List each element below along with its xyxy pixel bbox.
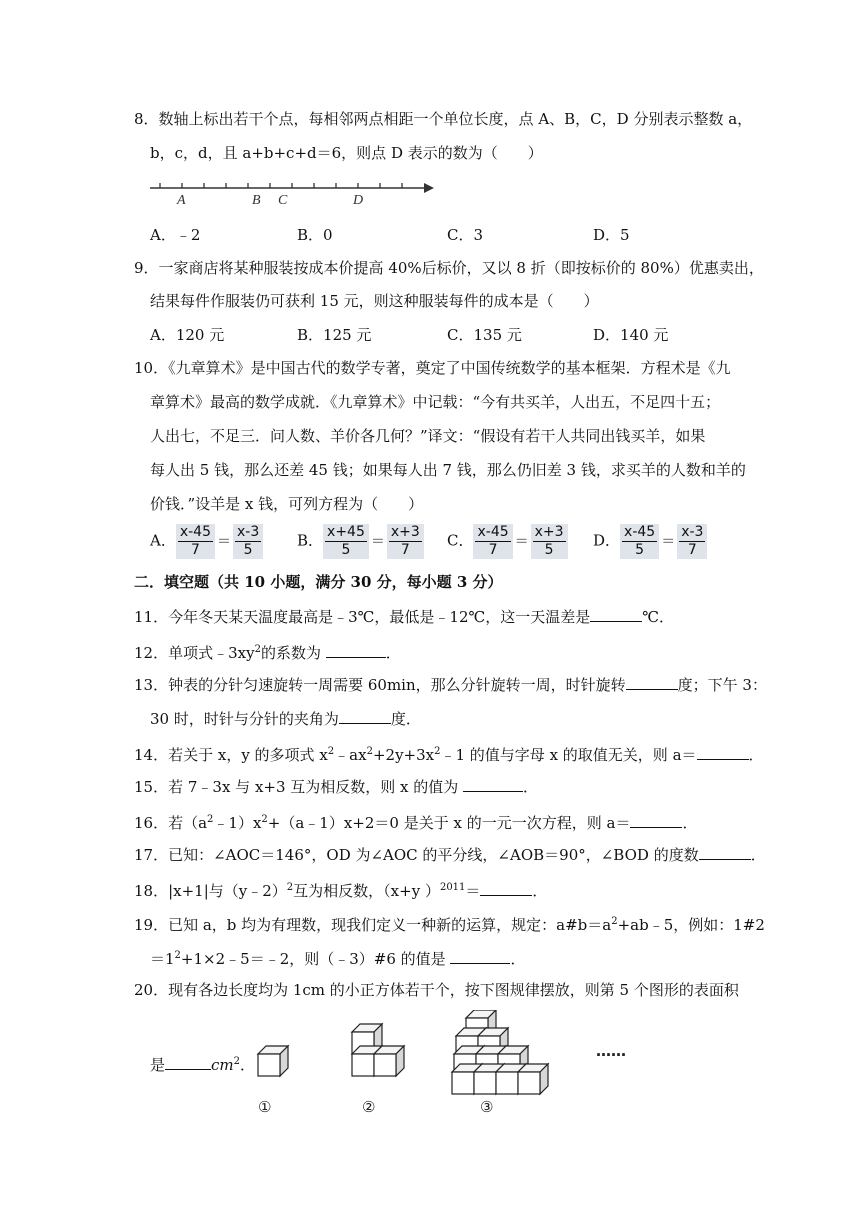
q19-line2 (150, 945, 525, 970)
q19-line1 (134, 911, 765, 936)
number-line-diagram (146, 174, 436, 210)
superscript: 2 (254, 644, 261, 655)
numerator: x+45 (327, 524, 365, 540)
q9-option-a: A．120 元 (150, 326, 225, 344)
q14-text-4: ﹣1 的值与字母 x 的取值无关，则 a＝ (440, 746, 697, 764)
figure-1-cubes (258, 1046, 288, 1076)
q18-text: 18．|x+1|与（y﹣2） (134, 882, 287, 900)
answer-blank[interactable] (450, 947, 510, 964)
superscript: 2 (207, 814, 214, 825)
fraction (323, 524, 369, 559)
q13-text-3: 30 时，时针与分针的夹角为 (150, 710, 339, 728)
equals-sign: ＝ (217, 533, 231, 550)
q18-text-2: 互为相反数，（x+y ） (293, 882, 440, 900)
cube-stack-diagram (250, 1010, 630, 1120)
figure-3-cubes (452, 1010, 548, 1094)
point-label-d: D (353, 193, 364, 208)
q16-end: ． (682, 814, 698, 832)
q16-text: 16．若（a (134, 814, 208, 832)
q9-option-c: C．135 元 (447, 326, 522, 344)
q10-line3: 人出七，不足三．问人数、羊价各几何？”译文：“假设有若干人共同出钱买羊，如果 (150, 427, 706, 445)
figure-label-2: ② (362, 1098, 376, 1116)
q8-option-d: D．5 (593, 226, 630, 244)
q15 (134, 775, 538, 798)
q17-text: 17．已知：∠AOC＝146°，OD 为∠AOC 的平分线，∠AOB＝90°，∠BOD 的度数 (134, 846, 699, 864)
q13-line2 (150, 707, 421, 730)
q19-text: 19．已知 a，b 均为有理数，现我们定义一种新的运算，规定：a#b＝a (134, 916, 612, 934)
fraction (233, 524, 263, 559)
q8-option-c: C．3 (447, 226, 484, 244)
figure-2-cubes (352, 1024, 404, 1076)
q13-line1 (134, 673, 767, 696)
answer-blank[interactable] (626, 673, 678, 690)
q20-line2 (150, 1051, 255, 1076)
superscript: 2 (611, 916, 618, 927)
q19-text-4: +1×2﹣5＝﹣2，则（﹣3）#6 的值是 (180, 950, 451, 968)
denominator: 7 (488, 542, 498, 558)
q11 (134, 605, 674, 628)
q20-end: ． (240, 1056, 256, 1074)
denominator: 5 (635, 542, 645, 558)
q19-text-3: ＝1 (150, 950, 175, 968)
answer-blank[interactable] (590, 605, 642, 622)
equals-sign: ＝ (370, 533, 385, 550)
q20-line1: 20．现有各边长度均为 1cm 的小正方体若干个，按下图规律摆放，则第 5 个图形的表面积 (134, 981, 739, 999)
fraction (387, 524, 424, 559)
q10-line2: 章算术》最高的数学成就．《九章算术》中记载：“今有共买羊，人出五，不足四十五； (150, 393, 721, 411)
q8-line2: b，c，d，且 a+b+c+d＝6，则点 D 表示的数为（ ） (150, 144, 543, 162)
fraction (531, 524, 568, 559)
numerator: x-45 (179, 524, 211, 540)
ellipsis: …… (596, 1042, 626, 1060)
q10-option-d (593, 524, 707, 559)
equals-sign: ＝ (661, 533, 676, 550)
q9-line2: 结果每件作服装仍可获利 15 元，则这种服装每件的成本是（ ） (150, 292, 599, 310)
q12 (134, 639, 401, 664)
option-letter: A． (150, 531, 176, 550)
answer-blank[interactable] (697, 743, 749, 760)
answer-blank[interactable] (699, 843, 751, 860)
fraction (176, 524, 215, 559)
answer-blank[interactable] (630, 811, 682, 828)
numerator: x+3 (534, 524, 564, 540)
q13-end: 度． (390, 710, 421, 728)
q17 (134, 843, 766, 866)
q9-option-b: B．125 元 (297, 326, 372, 344)
numerator: x+3 (390, 524, 420, 540)
fraction (677, 524, 707, 559)
q10-line1: 10．《九章算术》是中国古代的数学专著，奠定了中国传统数学的基本框架．方程术是《九 (134, 359, 731, 377)
q17-end: ． (750, 846, 766, 864)
q10-option-a (150, 524, 263, 559)
superscript: 2 (174, 950, 181, 961)
denominator: 5 (544, 542, 554, 558)
q12-end: ． (385, 644, 401, 662)
answer-blank[interactable] (463, 775, 523, 792)
superscript: 2 (233, 1056, 241, 1067)
numerator: x-45 (477, 524, 509, 540)
q14 (134, 741, 764, 766)
q10-option-b (297, 524, 424, 559)
q8-option-b: B．0 (297, 226, 333, 244)
superscript: 2 (286, 882, 294, 893)
q8-line1: 8．数轴上标出若干个点，每相邻两点相距一个单位长度，点 A、B，C，D 分别表示整数 a， (134, 110, 753, 128)
denominator: 5 (341, 542, 351, 558)
q10-option-c (447, 524, 568, 559)
q15-text: 15．若 7﹣3x 与 x+3 互为相反数，则 x 的值为 (134, 778, 464, 796)
option-letter: D． (593, 531, 621, 550)
q13-text: 13．钟表的分针匀速旋转一周需要 60min，那么分针旋转一周，时针旋转 (134, 676, 626, 694)
fraction (620, 524, 659, 559)
q18-end: ． (532, 882, 548, 900)
q18 (134, 877, 547, 902)
denominator: 7 (190, 542, 200, 558)
section-heading: 二．填空题（共 10 小题，满分 30 分，每小题 3 分） (134, 573, 503, 591)
figure-label-3: ③ (480, 1098, 494, 1116)
q10-line5: 价钱．”设羊是 x 钱，可列方程为（ ） (150, 495, 424, 513)
numerator: x-3 (681, 524, 704, 540)
fraction (473, 524, 512, 559)
q12-text-2: 的系数为 (260, 644, 326, 662)
q16-text-2: ﹣1）x (213, 814, 262, 832)
q12-text: 12．单项式﹣3xy (134, 644, 255, 662)
option-letter: C． (447, 531, 474, 550)
q14-text: 14．若关于 x，y 的多项式 x (134, 746, 328, 764)
q10-line4: 每人出 5 钱，那么还差 45 钱；如果每人出 7 钱，那么仍旧差 3 钱，求买羊的人数和羊的 (150, 461, 746, 479)
q14-text-2: ﹣ax (334, 746, 367, 764)
q16-text-3: +（a﹣1）x+2＝0 是关于 x 的一元一次方程，则 a＝ (267, 814, 631, 832)
q9-option-d: D．140 元 (593, 326, 669, 344)
figure-label-1: ① (258, 1098, 272, 1116)
equals-sign: ＝ (514, 533, 529, 550)
option-letter: B． (297, 531, 324, 550)
superscript: 2011 (439, 882, 466, 893)
answer-blank[interactable] (326, 641, 386, 658)
numerator: x-3 (237, 524, 260, 540)
superscript: 2 (434, 746, 441, 757)
answer-blank[interactable] (339, 707, 391, 724)
q18-text-3: ＝ (465, 882, 481, 900)
point-label-c: C (278, 193, 288, 208)
q16 (134, 809, 697, 834)
answer-blank[interactable] (480, 879, 532, 896)
q8-option-a: A．﹣2 (150, 226, 201, 244)
denominator: 7 (687, 542, 697, 558)
q11-unit: ℃． (642, 608, 675, 626)
q14-text-3: +2y+3x (372, 746, 435, 764)
q19-text-2: +ab﹣5，例如：1#2 (617, 916, 765, 934)
denominator: 7 (400, 542, 410, 558)
point-label-b: B (252, 193, 261, 208)
q20-unit: cm (211, 1056, 234, 1074)
answer-blank[interactable] (165, 1053, 211, 1070)
q11-text: 11．今年冬天某天温度最高是﹣3℃，最低是﹣12℃，这一天温差是 (134, 608, 591, 626)
superscript: 2 (366, 746, 373, 757)
superscript: 2 (327, 746, 335, 757)
point-label-a: A (177, 193, 186, 208)
q15-end: ． (523, 778, 539, 796)
numerator: x-45 (624, 524, 656, 540)
q19-end: ． (510, 950, 526, 968)
q9-line1: 9．一家商店将某种服装按成本价提高 40%后标价，又以 8 折（即按标价的 80%）优惠卖出， (134, 259, 764, 277)
superscript: 2 (261, 814, 268, 825)
q13-text-2: 度；下午 3： (677, 676, 767, 694)
denominator: 5 (243, 542, 253, 558)
q20-text: 是 (150, 1056, 166, 1074)
q14-end: ． (748, 746, 764, 764)
